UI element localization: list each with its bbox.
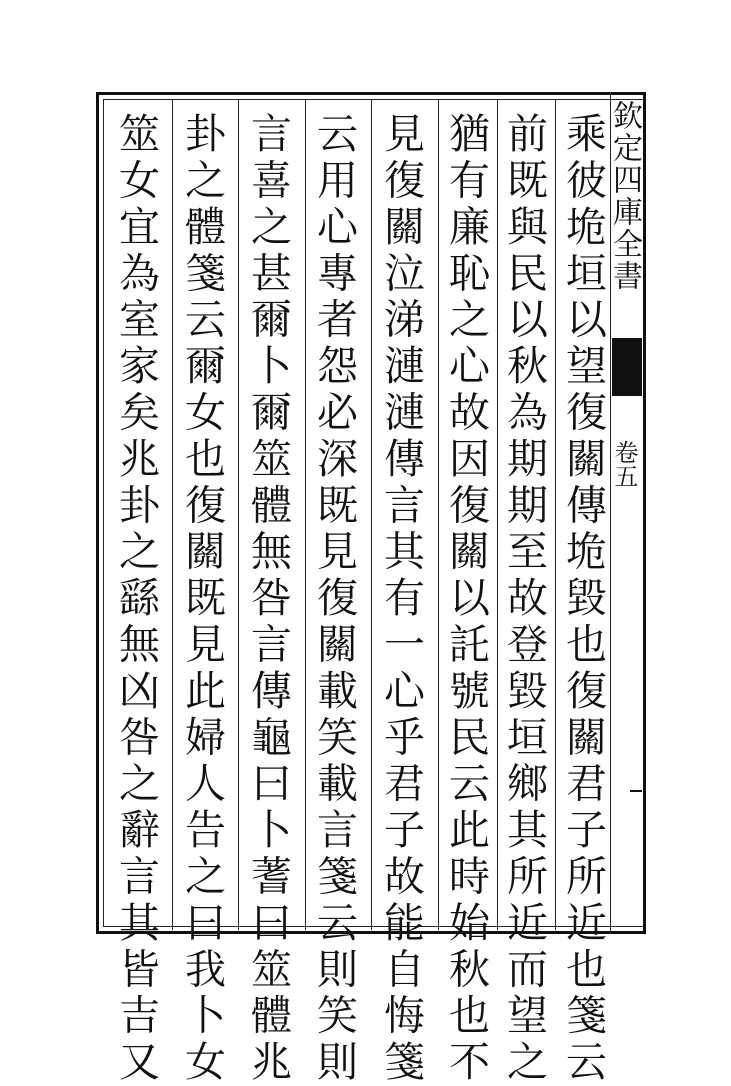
text-column-2: 前既與民以秋為期期至故登毀垣鄉其所近而望之 — [500, 112, 548, 1086]
column-separator — [172, 100, 173, 930]
book-title: 欽定四庫全書 — [607, 100, 642, 292]
text-column-6: 言喜之甚爾卜爾筮體無咎言傳龜曰卜蓍曰筮體兆 — [244, 112, 292, 1086]
column-separator — [438, 100, 439, 930]
text-column-4: 見復關泣涕漣漣傳言其有一心乎君子故能自悔箋 — [377, 112, 425, 1086]
text-column-5: 云用心專者怨必深既見復關載笑載言箋云則笑則 — [310, 112, 358, 1086]
column-separator — [555, 100, 556, 930]
text-column-1: 乘彼垝垣以望復關傳垝毀也復關君子所近也箋云 — [559, 112, 607, 1086]
column-separator — [371, 100, 372, 930]
column-separator — [305, 100, 306, 930]
text-column-7: 卦之體箋云爾女也復關既見此婦人告之曰我卜女 — [178, 112, 226, 1086]
fold-tick-mark — [630, 790, 642, 792]
volume-label: 卷五 — [610, 440, 638, 488]
column-separator — [238, 100, 239, 930]
text-column-3: 猶有廉恥之心故因復關以託號民云此時始秋也不 — [442, 112, 490, 1086]
text-column-8: 筮女宜為室家矣兆卦之繇無凶咎之辭言其皆吉又 — [112, 112, 160, 1086]
fold-black-mark — [612, 338, 642, 396]
